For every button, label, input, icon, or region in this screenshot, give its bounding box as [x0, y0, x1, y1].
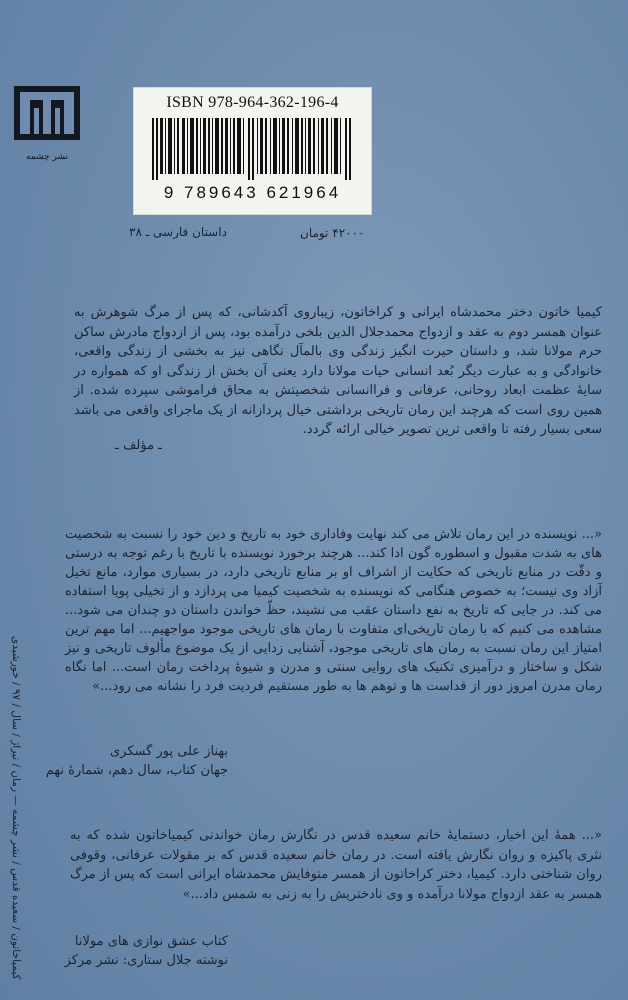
isbn-label: ISBN 978-964-362-196-4: [166, 94, 339, 111]
blurb-author-note-signature: ـ مؤلف ـ: [115, 438, 162, 453]
blurb-review-1: «... نویسنده در این رمان تلاش می کند نهایت وفاداری خود به تاریخ و دین خود را نسبت به شخصیت های به شدت مقبول و اسطوره گون ادا کند... هرچند برخورد نویسنده با تاریخ با رغم توجه به درستی و دقّت در منابع تاریخی که حکایت از اشراف او بر منابع تاریخی دارد، در بسیاری موارد، مانع تخیل آزاد وی نیست؛ به خصوص هنگامی که نویسنده به شخصیت کیمیا می پردازد و از تخیلی پویا استفاده می کند. در جایی که تاریخ به نفع داستان عقب می نشیند، حظّ خواندن داستان دو چندان می شود... مشاهده می کنیم که با رمان تاریخی‌ای متفاوت با رمان های تاریخی موجود مواجهیم... اما مهم ترین امتیاز این رمان نسبت به رمان های تاریخی موجود، آشنایی زدایی از یک موضوع مألوف تاریخی و نیز شکل و ساختار و درآمیزی تکنیک های روایی سنتی و مدرن و شیوهٔ پرداخت رمان است... اما نگاه رمان مدرن امروز دور از قداست ها و توهم ها به طور مستقیم فردیت فرد را نشانه می رود...»: [65, 527, 602, 694]
blurb-review-1-source: جهان کتاب، سال دهم، شمارهٔ نهم: [45, 763, 228, 778]
blurb-author-note: کیمیا خاتون دختر محمدشاه ایرانی و کراخاتون، زیباروی آکدشانی، که پس از مرگ شوهرش به عنوان همسر دوم به عقد و ازدواج محمدجلال الدین بلخی درآمده بود، پس از ازدواج مادرش ساکن حرم مولانا شد، و داستان حیرت انگیز زندگی وی بالمآل نگاهی نیز به بخشی از زندگی واقعی، خانوادگی و به عبارت دیگر بُعد انسانی حیات مولانا دارد یعنی آن بخش از زندگی او که همواره در سایهٔ عظمت ابعاد روحانی، عرفانی و فراانسانی شخصیتش به محاق فراموشی سپرده شده. از همین روی است که هرچند این رمان تاریخی برداشتی خیال پردازانه از یک ماجرای واقعی می باشد سعی بسیار رفته تا واقعی ترین تصویر خیالی ارائه گردد.: [74, 305, 602, 437]
blurb-review-1-signature: [28, 742, 228, 780]
publisher-logo-label: نشر چشمه: [26, 152, 68, 162]
barcode-number: 9 789643 621964: [163, 183, 342, 202]
barcode-icon: [152, 118, 353, 180]
spine-text: کیمیاخاتون / سعیده قدس / نشر چشمه — رمان / تیراژ / سال / ۹۷ / خورشیدی: [10, 636, 22, 980]
blurb-review-2-author: کتاب عشق نوازی های مولانا: [74, 934, 228, 949]
series-label: داستان فارسی ـ ۳۸: [129, 225, 227, 239]
book-logo-icon: [12, 84, 82, 150]
publisher-logo: [12, 84, 82, 162]
barcode-box: [133, 87, 372, 215]
blurb-review-2-signature: [28, 932, 228, 970]
blurb-review-2-source: نوشته جلال ستاری: نشر مرکز: [64, 953, 228, 968]
blurb-review-2: «... همهٔ این اخبار، دستمایهٔ خانم سعیده قدس در نگارش رمان خواندنی کیمیاخاتون شده که به نثری پاکیزه و روان نگارش یافته است. در رمان خانم سعیده قدس که بر مقولات عرفانی، وقوفی روان شناختی دارد. کیمیا، دختر کراخاتون از همسر متوفایش محمدشاه ایرانی است که پس از مرگ همسر به عقد ازدواج مولانا درآمده و وی نادختریش را به زنی به شمس داد...»: [70, 828, 602, 902]
price-label: ۴۲۰۰۰ تومان: [300, 226, 365, 240]
blurb-review-1-author: بهناز علی پور گسکری: [110, 744, 228, 759]
